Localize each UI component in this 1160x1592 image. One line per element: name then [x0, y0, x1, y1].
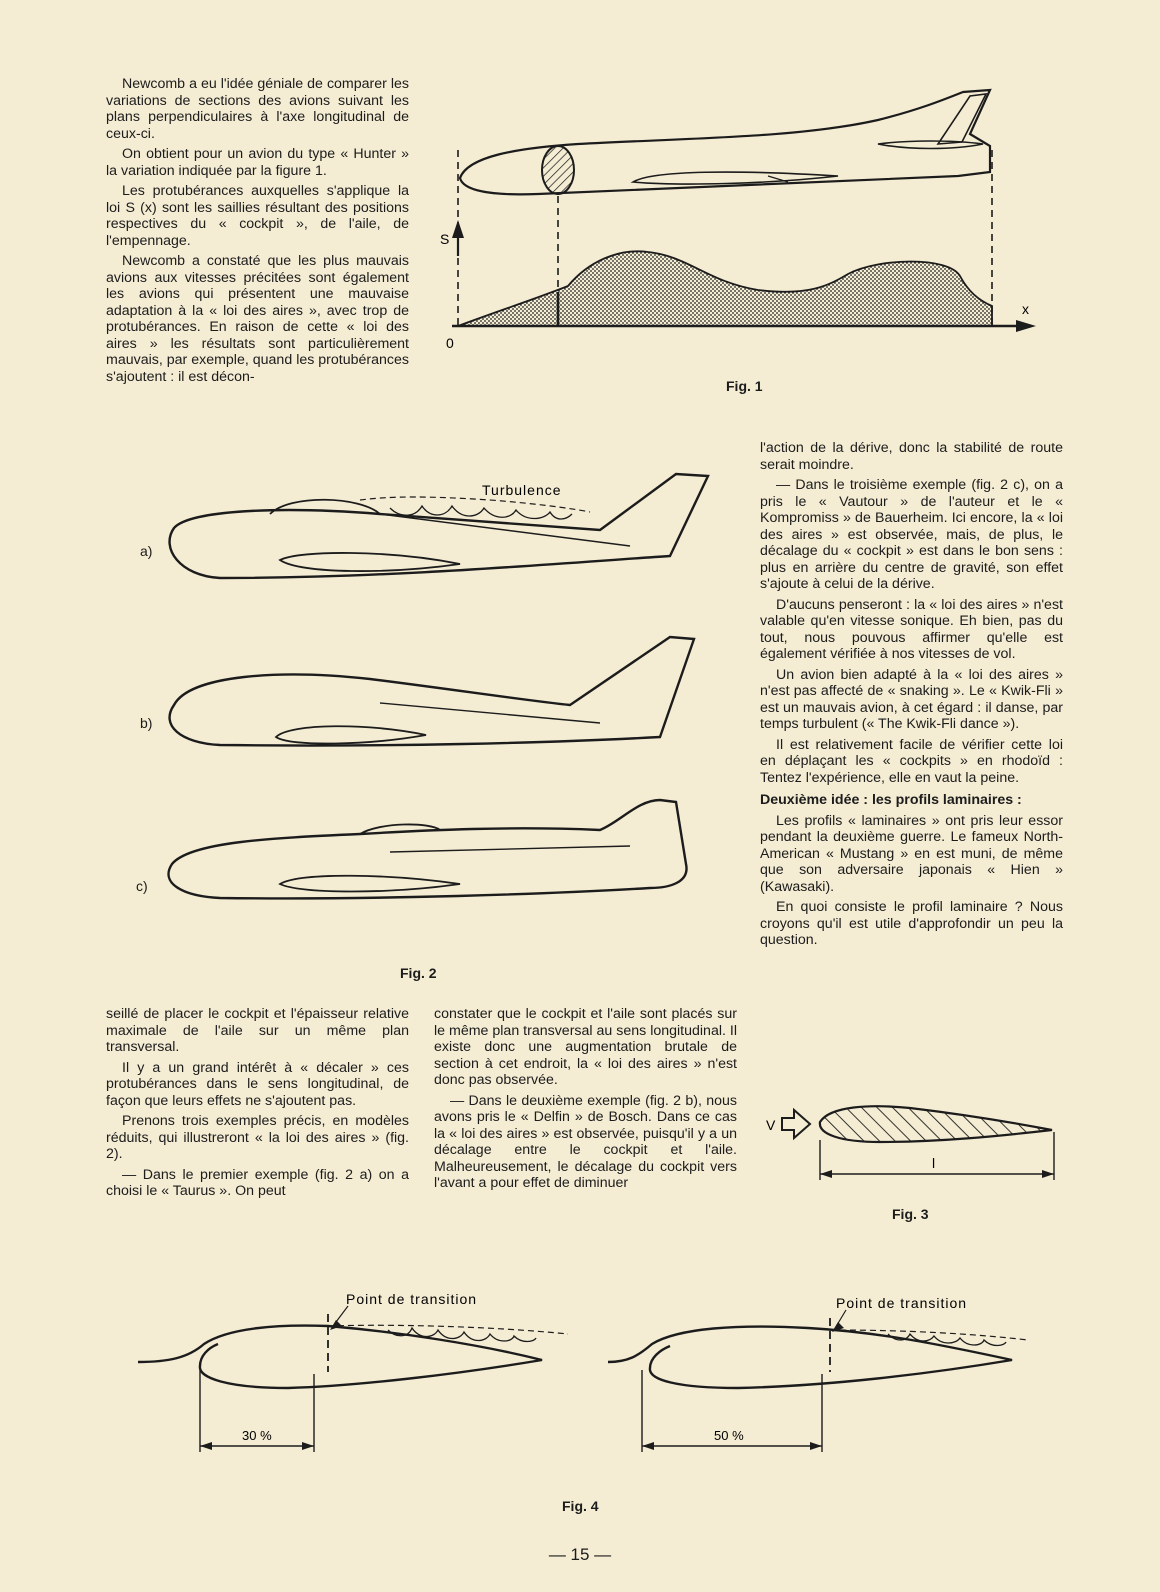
profile-30-percent [138, 1291, 568, 1452]
figure-2-model-silhouettes [130, 470, 720, 920]
section-heading: Deuxième idée : les profils laminaires : [760, 792, 1022, 808]
paragraph: D'aucuns penseront : la « loi des aires » n'est valable qu'en vitesse sonique. Eh bien, pas du tout, nous pouvous affirmer qu'elle est également vérifiée à nos vitesses de vol. [760, 596, 1063, 662]
velocity-label: V [766, 1117, 776, 1133]
paragraph: seillé de placer le cockpit et l'épaisseur relative maximale de l'aile sur un même plan transversal. [106, 1006, 409, 1055]
paragraph: Les profils « laminaires » ont pris leur essor pendant la deuxième guerre. Le fameux North-American « Mustang » en est muni, de même que son adversaire japonais « Hien » (Kawasaki). [760, 812, 1063, 895]
paragraph: — Dans le deuxième exemple (fig. 2 b), nous avons pris le « Delfin » de Bosch. Dans ce cas la « loi des aires » est observée, puisqu'il y a un décalage entre le cockpit et l'aile. Malheureusement, le décalage du cockpit vers l'avant a pour effet de diminuer [434, 1092, 737, 1191]
paragraph: l'action de la dérive, donc la stabilité de route serait moindre. [760, 440, 1063, 473]
model-b-outline [170, 637, 694, 746]
paragraph: constater que le cockpit et l'aile sont placés sur le même plan transversal au sens longitudinal. Il existe donc une augmentation brutale de section à cet endroit, la « loi des aires » n'est donc pas observée. [434, 1006, 737, 1088]
percent-label: 30 % [242, 1428, 272, 1443]
figure-3-caption: Fig. 3 [892, 1206, 929, 1222]
figure-4-caption: Fig. 4 [562, 1498, 599, 1514]
paragraph: Prenons trois exemples précis, en modèles réduits, qui illustreront « la loi des aires » (fig. 2). [106, 1113, 409, 1162]
paragraph: Il est relativement facile de vérifier cette loi en déplaçant les « cockpits » en rhodoïd : Tentez l'expérience, elle en vaut la peine. [760, 736, 1063, 786]
origin-label: 0 [446, 335, 454, 351]
model-b-label: b) [140, 715, 153, 731]
paragraph: Un avion bien adapté à la « loi des aires » n'est pas affecté de « snaking ». Le « Kwik-Fli » est un mauvais avion, à cet égard : il danse, par temps turbulent (« The Kwik-Fli dance »). [760, 666, 1063, 732]
model-a-outline [170, 474, 708, 578]
paragraph: Newcomb a constaté que les plus mauvais avions aux vitesses précitées sont également les avions qui présentent une mauvaise adaptation à la « loi des aires », avec trop de protubérances. En raison de cette « loi des aires » les résultats sont particulièrement mauvais, par exemple, quand les protubérances s'ajoutent : il est décon- [106, 253, 409, 385]
axis-x-label: x [1022, 301, 1029, 317]
axis-s-label: S [440, 231, 450, 247]
paragraph: On obtient pour un avion du type « Hunter » la variation indiquée par la figure 1. [106, 146, 409, 179]
paragraph: Newcomb a eu l'idée géniale de comparer les variations de sections des avions suivant les plans perpendiculaires à l'axe longitudinal de ceux-ci. [106, 76, 409, 142]
model-c-label: c) [136, 878, 148, 894]
text-column-top [106, 76, 409, 389]
chord-label: l [932, 1155, 936, 1171]
figure-1-area-rule-diagram [438, 86, 1050, 358]
text-column-right [760, 440, 1063, 953]
transition-point-label: Point de transition [836, 1295, 968, 1311]
figure-1-caption: Fig. 1 [726, 378, 763, 394]
paragraph: En quoi consiste le profil laminaire ? Nous croyons qu'il est utile d'approfondir un peu la question. [760, 899, 1063, 948]
turbulence-label: Turbulence [482, 482, 562, 498]
paragraph: Il y a un grand intérêt à « décaler » ces protubérances dans le sens longitudinal, de façon que leurs effets ne s'ajoutent pas. [106, 1059, 409, 1109]
figure-2-caption: Fig. 2 [400, 965, 437, 981]
figure-4-transition-point-profiles [138, 1291, 1038, 1480]
percent-label: 50 % [714, 1428, 744, 1443]
paragraph: Les protubérances auxquelles s'applique la loi S (x) sont les saillies résultant des positions respectives du « cockpit », de l'aile, de l'empennage. [106, 183, 409, 249]
model-a-label: a) [140, 543, 153, 559]
figure-3-laminar-profile [760, 1100, 1060, 1180]
paragraph: — Dans le troisième exemple (fig. 2 c), on a pris le « Vautour » de l'auteur et le « Kompromiss » de Bauerheim. Ici encore, la « loi des aires » est observée, mais, de plus, le décalage du « cockpit » est dans le bon sens : plus en arrière du centre de gravité, son effet s'ajoute à celui de la dérive. [760, 477, 1063, 592]
model-c-outline [169, 800, 687, 898]
paragraph: — Dans le premier exemple (fig. 2 a) on a choisi le « Taurus ». On peut [106, 1166, 409, 1199]
text-column-bottom-middle [434, 1006, 737, 1196]
text-column-bottom-left [106, 1006, 409, 1204]
transition-point-label: Point de transition [346, 1291, 478, 1307]
page-number: — 15 — [548, 1545, 612, 1564]
profile-50-percent [608, 1295, 1028, 1452]
